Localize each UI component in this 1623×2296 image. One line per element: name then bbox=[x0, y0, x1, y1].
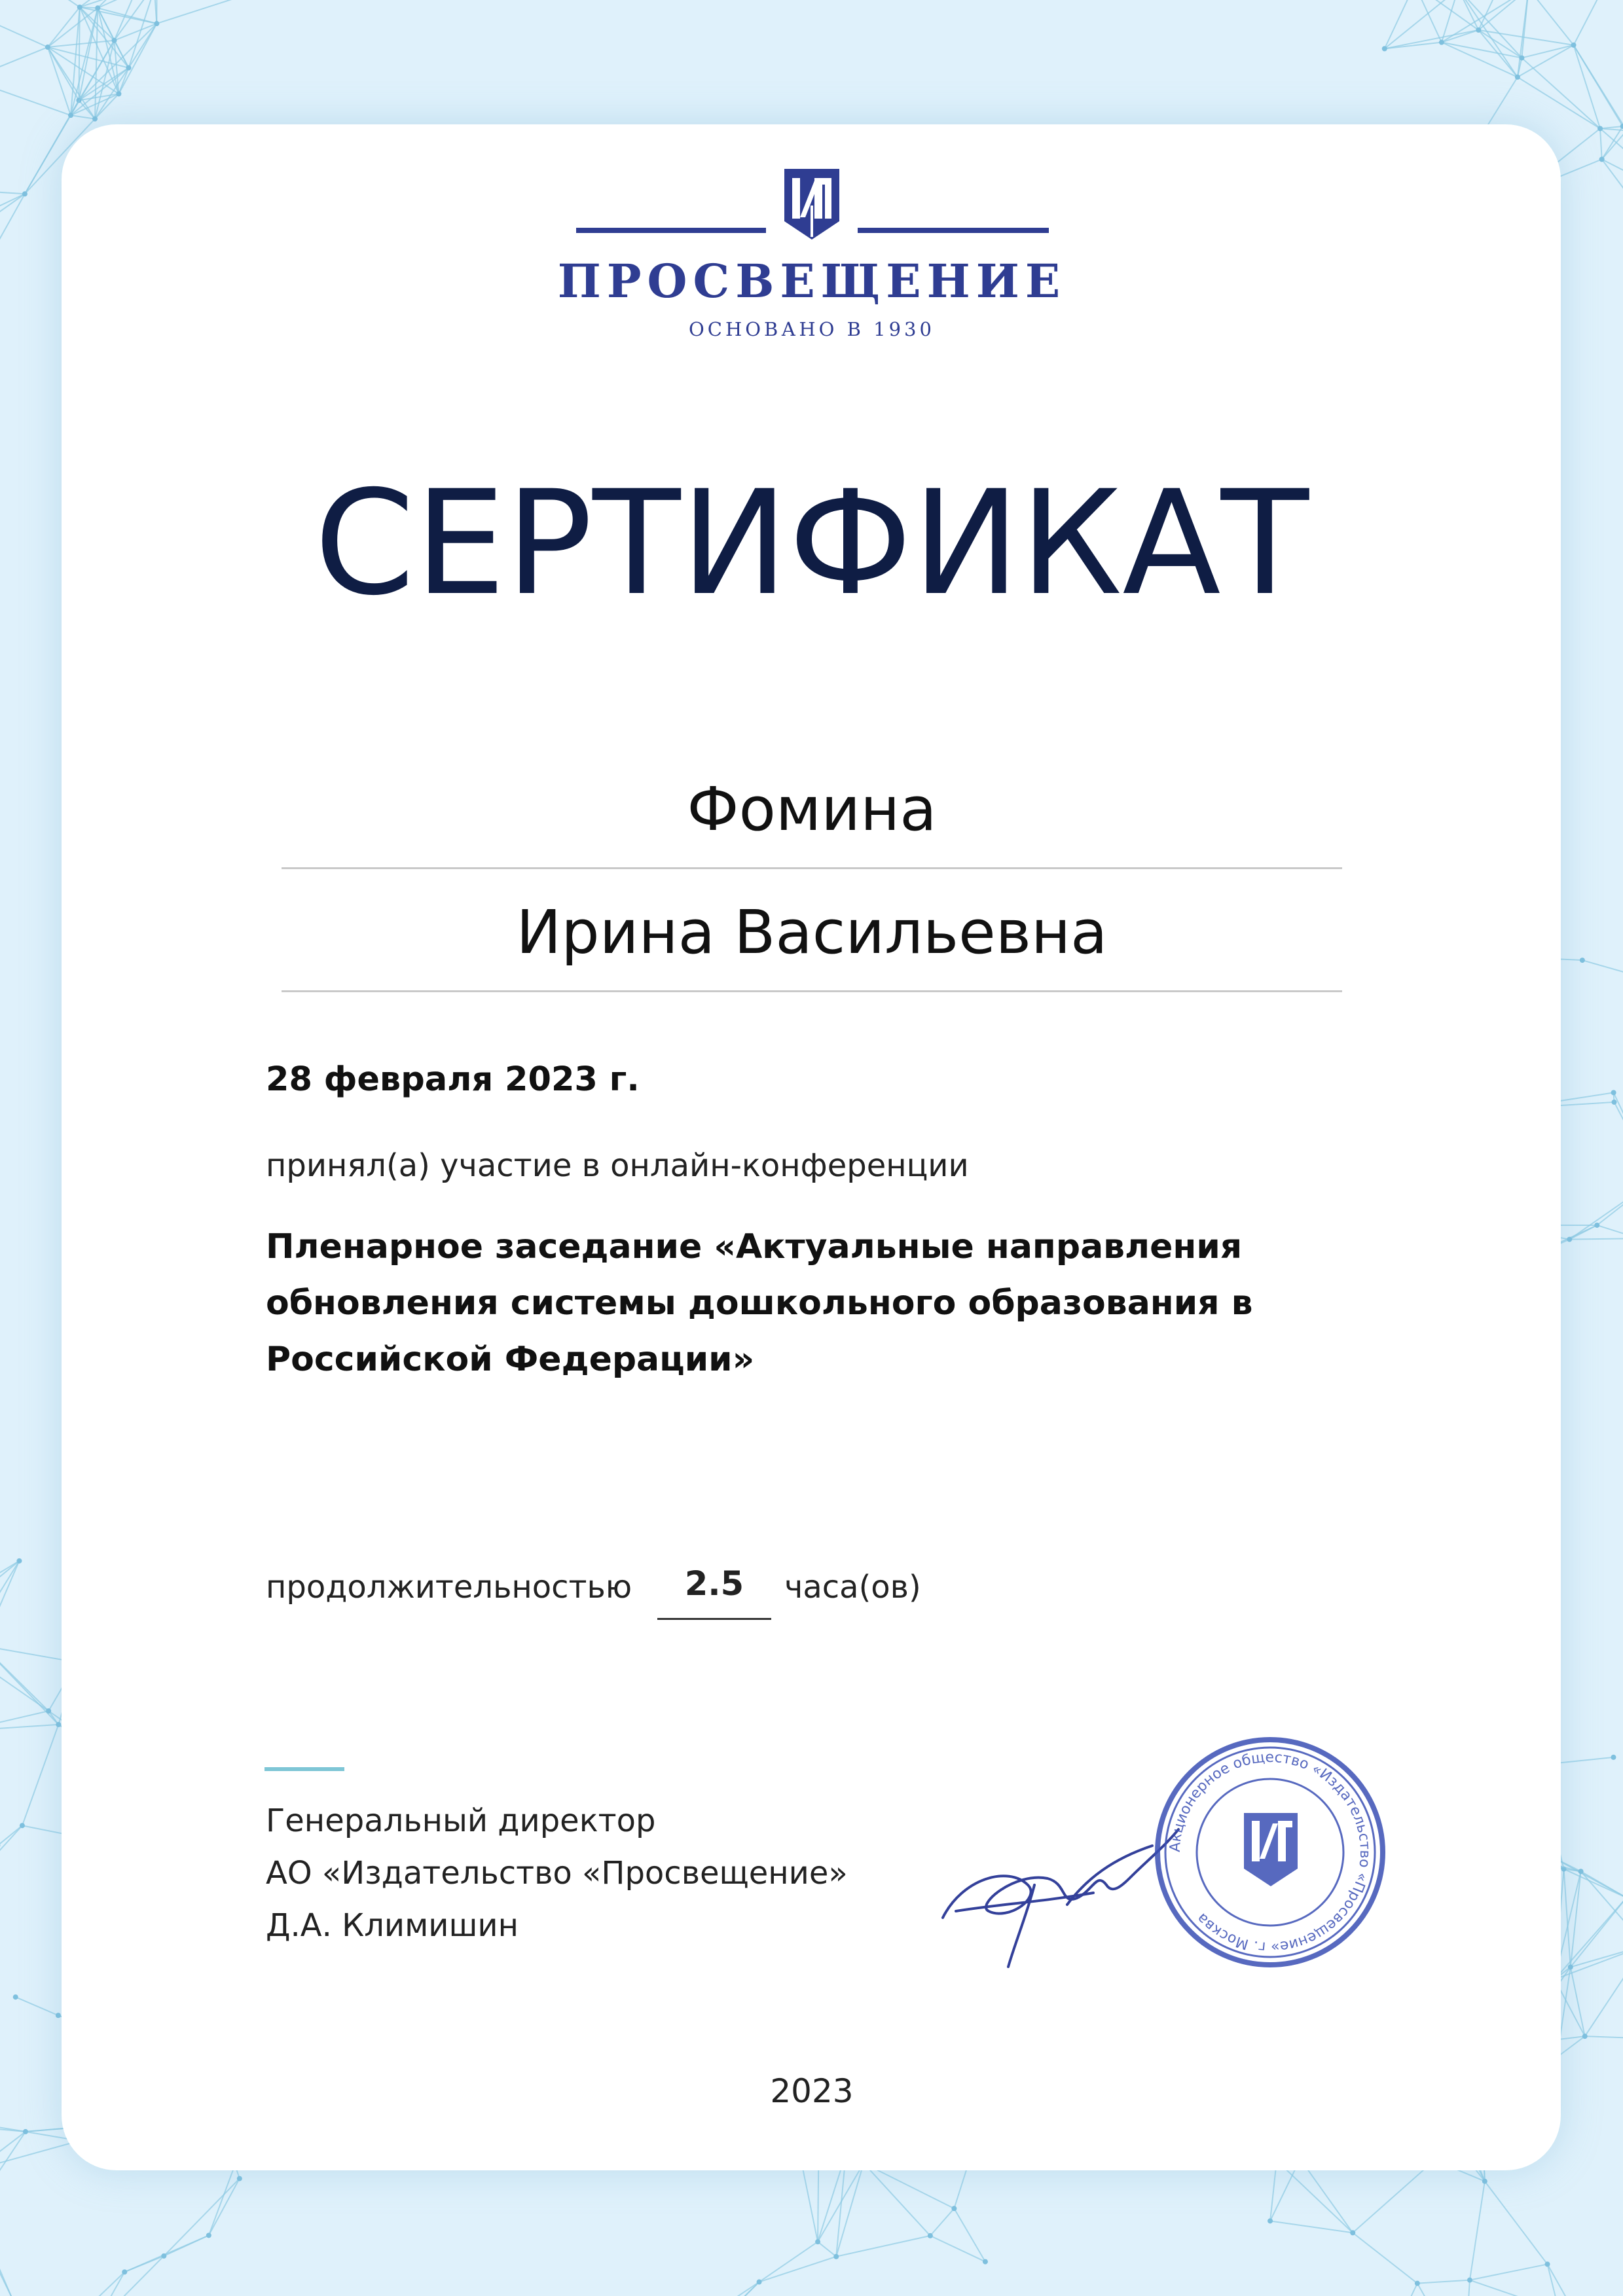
participation-text: принял(а) участие в онлайн-конференции bbox=[266, 1147, 969, 1184]
brand-tagline: ОСНОВАНО В 1930 bbox=[689, 318, 935, 340]
duration-prefix: продолжительностью bbox=[266, 1569, 632, 1605]
logo-line-left bbox=[576, 228, 766, 233]
signatory-block bbox=[266, 1795, 848, 1952]
duration-underline bbox=[657, 1618, 771, 1620]
certificate-title: СЕРТИФИКАТ bbox=[314, 459, 1309, 627]
duration-suffix: часа(ов) bbox=[784, 1569, 921, 1605]
signatory-organization: АО «Издательство «Просвещение» bbox=[266, 1855, 848, 1892]
duration-value: 2.5 bbox=[684, 1565, 744, 1604]
prosveshchenie-logo-icon bbox=[780, 166, 843, 242]
certificate-year: 2023 bbox=[770, 2072, 854, 2110]
event-date: 28 февраля 2023 г. bbox=[266, 1060, 640, 1099]
recipient-first-middle-name: Ирина Васильевна bbox=[516, 897, 1108, 967]
name-underline-2 bbox=[282, 990, 1342, 992]
signatory-position: Генеральный директор bbox=[266, 1803, 656, 1839]
accent-bar bbox=[264, 1767, 344, 1771]
logo-line-right bbox=[858, 228, 1049, 233]
signatory-name: Д.А. Климишин bbox=[266, 1907, 519, 1944]
recipient-last-name: Фомина bbox=[687, 774, 937, 844]
brand-name: ПРОСВЕЩЕНИЕ bbox=[557, 254, 1067, 308]
stamp-text: Акционерное общество «Издательство «Просвещение» г. Москва bbox=[1167, 1749, 1374, 1956]
official-stamp bbox=[1126, 1734, 1414, 1970]
event-title: Пленарное заседание «Актуальные направления обновления системы дошкольного образования в Российской Федерации» bbox=[266, 1227, 1253, 1379]
name-underline-1 bbox=[282, 867, 1342, 869]
